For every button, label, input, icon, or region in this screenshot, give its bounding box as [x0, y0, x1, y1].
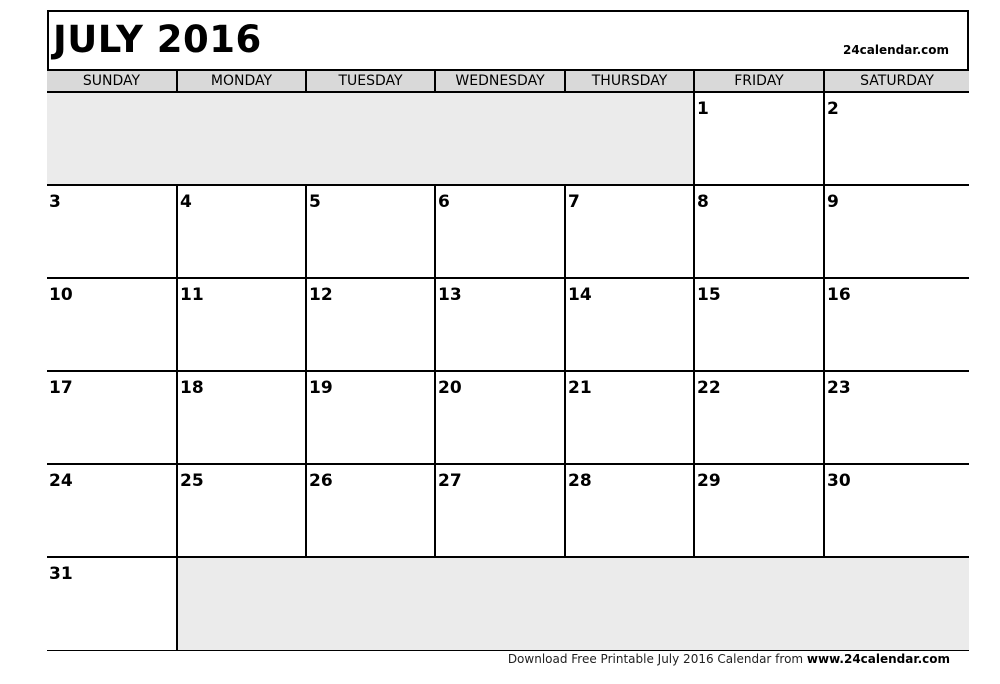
day-cell	[695, 372, 825, 465]
day-number: 29	[697, 471, 721, 491]
day-number: 30	[827, 471, 851, 491]
day-cell	[47, 558, 178, 650]
day-number: 4	[180, 192, 192, 212]
day-cell	[695, 465, 825, 558]
day-cell	[307, 279, 436, 372]
day-number: 7	[568, 192, 580, 212]
day-cell	[825, 372, 969, 465]
day-cell	[178, 465, 307, 558]
day-cell	[178, 372, 307, 465]
day-cell	[47, 186, 178, 279]
day-cell	[178, 186, 307, 279]
calendar-header	[49, 12, 967, 70]
day-header-tuesday: TUESDAY	[307, 69, 436, 93]
day-cell	[695, 93, 825, 186]
site-name: 24calendar.com	[842, 43, 949, 57]
blank-cells-week-6	[178, 558, 969, 650]
day-header-monday: MONDAY	[178, 69, 307, 93]
day-cell	[825, 93, 969, 186]
calendar-frame	[47, 10, 969, 651]
day-number: 3	[49, 192, 61, 212]
day-cell	[825, 186, 969, 279]
footer-text: Download Free Printable July 2016 Calendar from	[507, 652, 807, 666]
day-number: 25	[180, 471, 204, 491]
day-header-friday: FRIDAY	[695, 69, 825, 93]
day-header-saturday: SATURDAY	[825, 69, 969, 93]
day-number: 15	[697, 285, 721, 305]
day-number: 28	[568, 471, 592, 491]
calendar-grid	[47, 69, 969, 653]
day-cell	[436, 279, 566, 372]
day-number: 22	[697, 378, 721, 398]
day-number: 14	[568, 285, 592, 305]
day-cell	[307, 186, 436, 279]
day-number: 5	[309, 192, 321, 212]
day-number: 26	[309, 471, 333, 491]
day-cell	[566, 372, 695, 465]
day-cell	[566, 465, 695, 558]
day-cell	[47, 372, 178, 465]
footer-link[interactable]: www.24calendar.com	[806, 652, 950, 666]
day-number: 9	[827, 192, 839, 212]
day-number: 12	[309, 285, 333, 305]
day-cell	[566, 186, 695, 279]
day-cell	[436, 372, 566, 465]
day-number: 8	[697, 192, 709, 212]
day-cell	[695, 186, 825, 279]
day-cell	[436, 186, 566, 279]
day-cell	[307, 465, 436, 558]
day-number: 21	[568, 378, 592, 398]
day-number: 23	[827, 378, 851, 398]
day-cell	[178, 279, 307, 372]
day-number: 19	[309, 378, 333, 398]
day-cell	[436, 465, 566, 558]
day-number: 31	[49, 564, 73, 584]
day-header-thursday: THURSDAY	[566, 69, 695, 93]
day-header-wednesday: WEDNESDAY	[436, 69, 566, 93]
day-cell	[47, 279, 178, 372]
day-number: 10	[49, 285, 73, 305]
day-number: 17	[49, 378, 73, 398]
day-cell	[566, 279, 695, 372]
blank-cells-week-1	[47, 93, 695, 186]
day-cell	[695, 279, 825, 372]
day-cell	[307, 372, 436, 465]
day-number: 13	[438, 285, 462, 305]
day-number: 11	[180, 285, 204, 305]
day-number: 24	[49, 471, 73, 491]
day-number: 18	[180, 378, 204, 398]
day-number: 16	[827, 285, 851, 305]
calendar-title: JULY 2016	[53, 18, 262, 61]
day-header-sunday: SUNDAY	[47, 69, 178, 93]
day-cell	[825, 279, 969, 372]
day-cell	[47, 465, 178, 558]
day-cell	[825, 465, 969, 558]
day-number: 6	[438, 192, 450, 212]
day-number: 20	[438, 378, 462, 398]
footer-credit	[508, 652, 950, 666]
day-number: 27	[438, 471, 462, 491]
day-number: 1	[697, 99, 709, 119]
day-number: 2	[827, 99, 839, 119]
